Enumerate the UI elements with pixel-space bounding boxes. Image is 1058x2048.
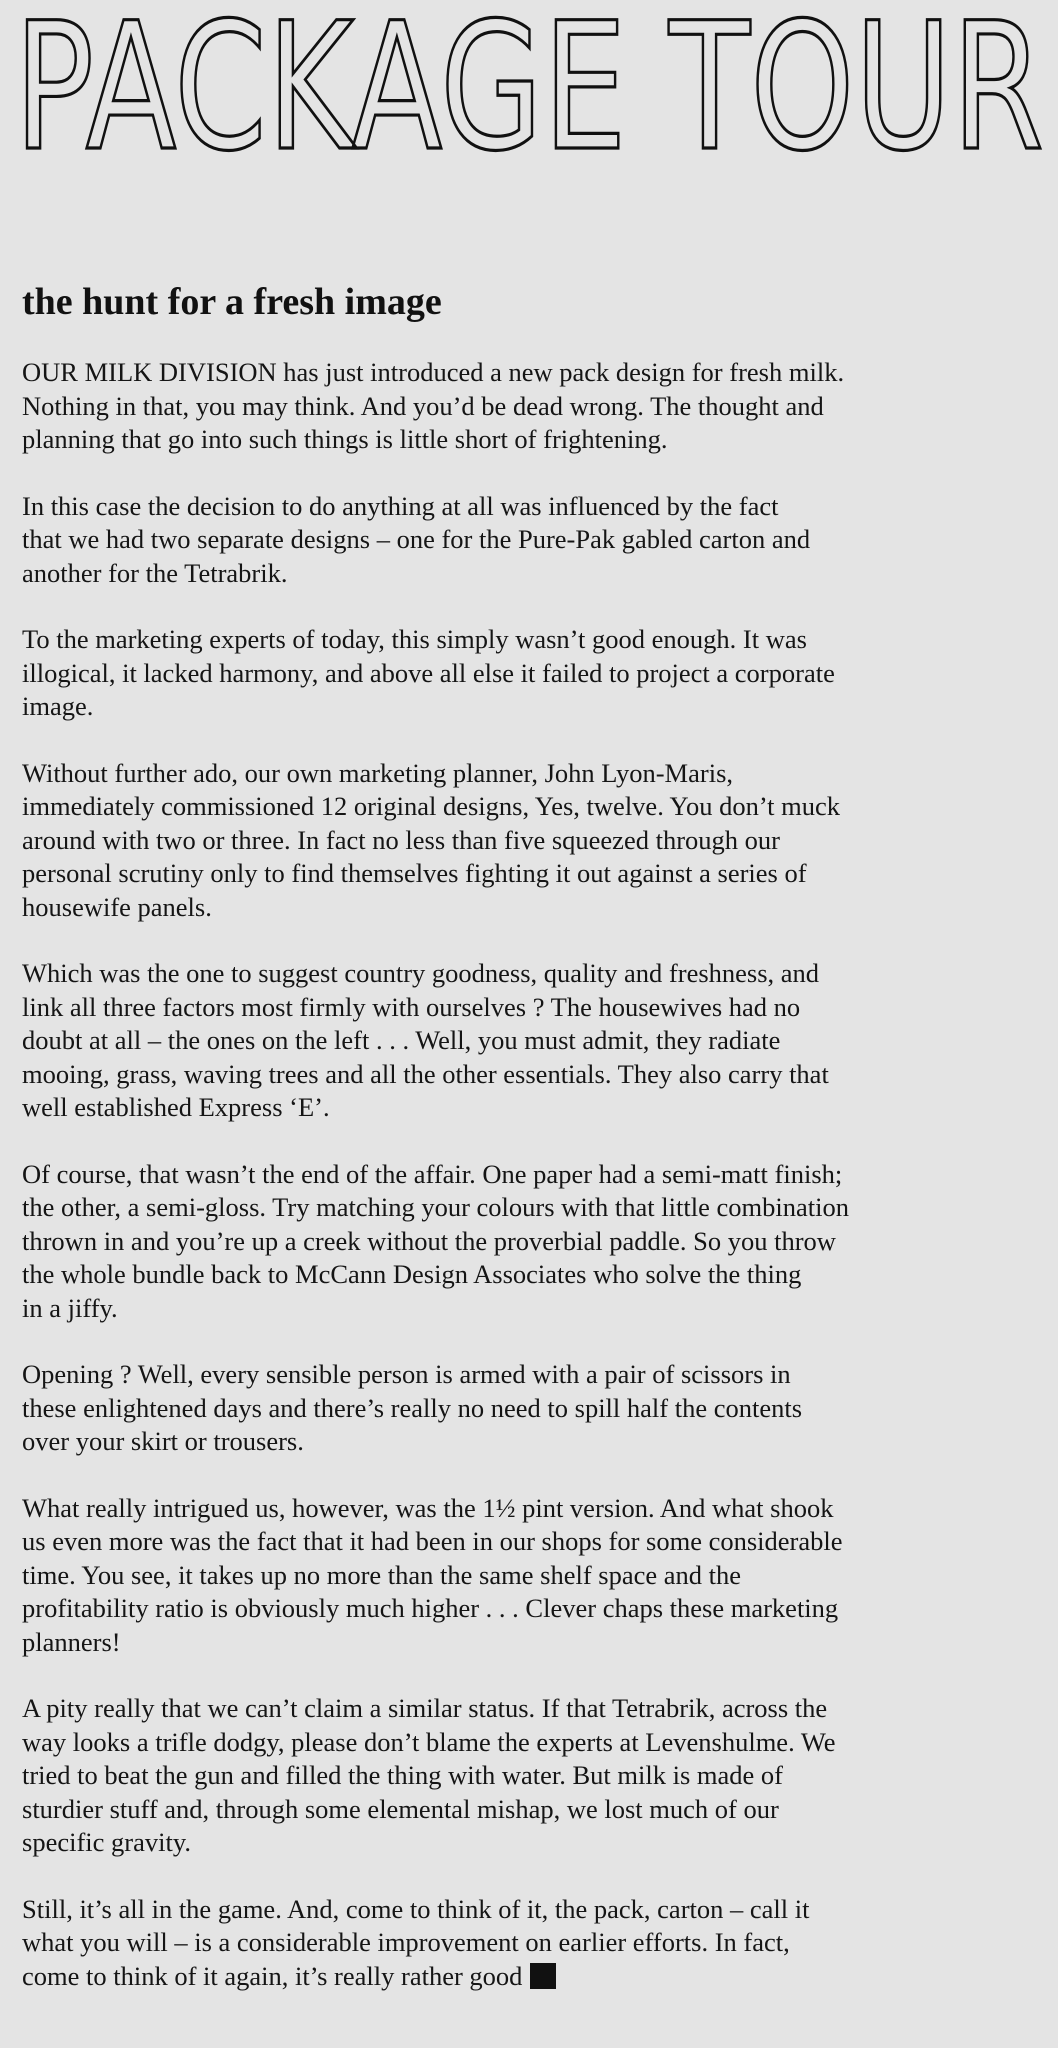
paragraph-line: planners! bbox=[22, 1626, 121, 1657]
article-paragraph bbox=[22, 490, 1042, 591]
final-line-text: come to think of it again, it’s really rather good bbox=[22, 1960, 523, 1991]
article-paragraph bbox=[22, 1358, 1042, 1459]
paragraph-line: illogical, it lacked harmony, and above all else it failed to project a corporate bbox=[22, 657, 835, 688]
paragraph-line: specific gravity. bbox=[22, 1827, 191, 1857]
paragraph-line: sturdier stuff and, through some elemental mishap, we lost much of our bbox=[22, 1793, 779, 1824]
article-paragraph bbox=[22, 1893, 1042, 1994]
end-of-article-square-icon bbox=[530, 1963, 556, 1989]
paragraph-line: the whole bundle back to McCann Design Associates who solve the thing bbox=[22, 1259, 802, 1289]
article-paragraph bbox=[22, 957, 1042, 1125]
paragraph-line: the other, a semi-gloss. Try matching your colours with that little combination bbox=[22, 1192, 849, 1222]
paragraph-line: these enlightened days and there’s really no need to spill half the contents bbox=[22, 1392, 803, 1423]
paragraph-line: Which was the one to suggest country goodness, quality and freshness, and bbox=[22, 958, 820, 988]
masthead-title-text: PACKAGE TOUR bbox=[14, 6, 1044, 156]
article-paragraph bbox=[22, 356, 1042, 457]
article-title: the hunt for a fresh image bbox=[22, 281, 442, 323]
paragraph-line: thrown in and you’re up a creek without the proverbial paddle. So you throw bbox=[22, 1225, 836, 1256]
paragraph-line: planning that go into such things is little short of frightening. bbox=[22, 424, 668, 454]
paragraph-line: To the marketing experts of today, this simply wasn’t good enough. It was bbox=[22, 624, 807, 654]
paragraph-line: image. bbox=[22, 691, 94, 721]
article-paragraph bbox=[22, 1158, 1042, 1326]
paragraph-line: way looks a trifle dodgy, please don’t blame the experts at Levenshulme. We bbox=[22, 1726, 836, 1757]
paragraph-line: what you will – is a considerable improvement on earlier efforts. In fact, bbox=[22, 1927, 790, 1957]
paragraph-line: that we had two separate designs – one for the Pure-Pak gabled carton and bbox=[22, 524, 811, 554]
paragraph-line: housewife panels. bbox=[22, 891, 212, 922]
paragraph-line: us even more was the fact that it had been in our shops for some considerable bbox=[22, 1526, 843, 1556]
paragraph-line: doubt at all – the ones on the left . . . Well, you must admit, they radiate bbox=[22, 1025, 781, 1055]
paragraph-line: tried to beat the gun and filled the thing with water. But milk is made of bbox=[22, 1760, 783, 1790]
paragraph-line: In this case the decision to do anything at all was influenced by the fact bbox=[22, 490, 779, 521]
article-paragraph bbox=[22, 757, 1042, 925]
paragraph-line: What really intrigued us, however, was the 1½ pint version. And what shook bbox=[22, 1492, 834, 1523]
paragraph-line: over your skirt or trousers. bbox=[22, 1426, 304, 1456]
paragraph-line: Of course, that wasn’t the end of the affair. One paper had a semi-matt finish; bbox=[22, 1158, 843, 1189]
paragraph-line: in a jiffy. bbox=[22, 1292, 118, 1323]
paragraph-line: Still, it’s all in the game. And, come to think of it, the pack, carton – call it bbox=[22, 1893, 810, 1924]
masthead-title bbox=[14, 6, 1058, 156]
paragraph-line: well established Express ‘E’. bbox=[22, 1092, 330, 1122]
article-paragraph bbox=[22, 1692, 1042, 1860]
paragraph-line: personal scrutiny only to find themselves fighting it out against a series of bbox=[22, 858, 807, 888]
article-paragraph bbox=[22, 623, 1042, 724]
paragraph-line bbox=[22, 1960, 1042, 1994]
paragraph-line: profitability ratio is obviously much higher . . . Clever chaps these marketing bbox=[22, 1593, 839, 1623]
paragraph-line: link all three factors most firmly with ourselves ? The housewives had no bbox=[22, 991, 801, 1022]
paragraph-line: Without further ado, our own marketing planner, John Lyon-Maris, bbox=[22, 757, 734, 788]
masthead-lettering bbox=[14, 6, 1058, 156]
paragraph-line: time. You see, it takes up no more than the same shelf space and the bbox=[22, 1559, 742, 1590]
paragraph-line: Nothing in that, you may think. And you’d be dead wrong. The thought and bbox=[22, 390, 824, 421]
paragraph-line: A pity really that we can’t claim a similar status. If that Tetrabrik, across the bbox=[22, 1693, 828, 1723]
article-body bbox=[22, 356, 1042, 2026]
paragraph-line: around with two or three. In fact no less than five squeezed through our bbox=[22, 824, 780, 855]
paragraph-line: Opening ? Well, every sensible person is armed with a pair of scissors in bbox=[22, 1359, 791, 1389]
paragraph-line: another for the Tetrabrik. bbox=[22, 557, 288, 588]
paragraph-line: immediately commissioned 12 original designs, Yes, twelve. You don’t muck bbox=[22, 791, 841, 821]
paragraph-line: OUR MILK DIVISION has just introduced a new pack design for fresh milk. bbox=[22, 357, 845, 387]
paragraph-line: mooing, grass, waving trees and all the other essentials. They also carry that bbox=[22, 1058, 829, 1089]
article-paragraph bbox=[22, 1492, 1042, 1660]
